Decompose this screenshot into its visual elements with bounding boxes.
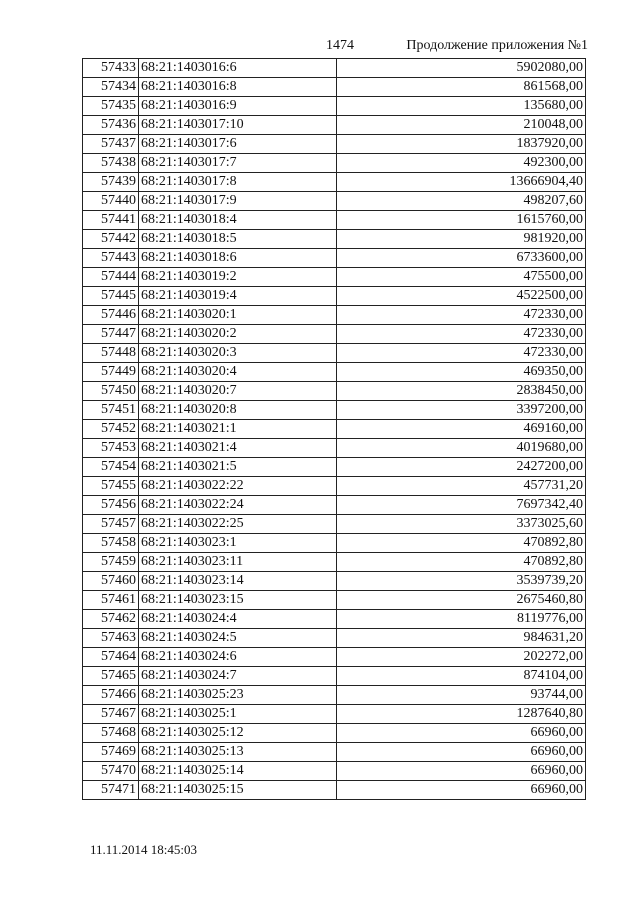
- table-row: [83, 553, 586, 572]
- row-number: 57455: [83, 477, 139, 496]
- table-row: [83, 135, 586, 154]
- table-row: [83, 762, 586, 781]
- cadastral-value: 3373025,60: [337, 515, 586, 534]
- cadastral-value: 874104,00: [337, 667, 586, 686]
- row-number: 57442: [83, 230, 139, 249]
- row-number: 57467: [83, 705, 139, 724]
- cadastral-number: 68:21:1403024:4: [139, 610, 337, 629]
- table-row: [83, 363, 586, 382]
- cadastral-value: 1287640,80: [337, 705, 586, 724]
- cadastral-number: 68:21:1403022:22: [139, 477, 337, 496]
- row-number: 57449: [83, 363, 139, 382]
- cadastral-value: 13666904,40: [337, 173, 586, 192]
- cadastral-value: 2838450,00: [337, 382, 586, 401]
- cadastral-value: 457731,20: [337, 477, 586, 496]
- cadastral-value: 2675460,80: [337, 591, 586, 610]
- row-number: 57446: [83, 306, 139, 325]
- cadastral-value: 1837920,00: [337, 135, 586, 154]
- cadastral-value: 66960,00: [337, 743, 586, 762]
- table-row: [83, 420, 586, 439]
- cadastral-number: 68:21:1403021:1: [139, 420, 337, 439]
- table-row: [83, 230, 586, 249]
- row-number: 57469: [83, 743, 139, 762]
- cadastral-number: 68:21:1403025:15: [139, 781, 337, 800]
- row-number: 57445: [83, 287, 139, 306]
- cadastral-value: 3539739,20: [337, 572, 586, 591]
- cadastral-number: 68:21:1403016:9: [139, 97, 337, 116]
- cadastral-value: 5902080,00: [337, 59, 586, 78]
- row-number: 57461: [83, 591, 139, 610]
- row-number: 57436: [83, 116, 139, 135]
- cadastral-value: 861568,00: [337, 78, 586, 97]
- cadastral-value: 472330,00: [337, 306, 586, 325]
- cadastral-value: 498207,60: [337, 192, 586, 211]
- row-number: 57463: [83, 629, 139, 648]
- page-number: 1474: [326, 38, 354, 53]
- table-row: [83, 116, 586, 135]
- table-row: [83, 743, 586, 762]
- table-row: [83, 154, 586, 173]
- row-number: 57452: [83, 420, 139, 439]
- table-row: [83, 591, 586, 610]
- cadastral-value: 492300,00: [337, 154, 586, 173]
- table-row: [83, 249, 586, 268]
- row-number: 57456: [83, 496, 139, 515]
- cadastral-number: 68:21:1403021:5: [139, 458, 337, 477]
- table-row: [83, 629, 586, 648]
- cadastral-value: 3397200,00: [337, 401, 586, 420]
- print-timestamp: 11.11.2014 18:45:03: [90, 842, 198, 857]
- cadastral-number: 68:21:1403022:24: [139, 496, 337, 515]
- row-number: 57451: [83, 401, 139, 420]
- cadastral-value: 66960,00: [337, 762, 586, 781]
- table-row: [83, 496, 586, 515]
- row-number: 57441: [83, 211, 139, 230]
- cadastral-number: 68:21:1403024:7: [139, 667, 337, 686]
- row-number: 57440: [83, 192, 139, 211]
- cadastral-number: 68:21:1403017:8: [139, 173, 337, 192]
- table-row: [83, 477, 586, 496]
- table-row: [83, 306, 586, 325]
- row-number: 57462: [83, 610, 139, 629]
- cadastral-number: 68:21:1403017:10: [139, 116, 337, 135]
- row-number: 57464: [83, 648, 139, 667]
- cadastral-value: 984631,20: [337, 629, 586, 648]
- cadastral-number: 68:21:1403024:6: [139, 648, 337, 667]
- table-row: [83, 705, 586, 724]
- table-row: [83, 667, 586, 686]
- table-row: [83, 458, 586, 477]
- table-row: [83, 325, 586, 344]
- row-number: 57439: [83, 173, 139, 192]
- cadastral-number: 68:21:1403017:7: [139, 154, 337, 173]
- row-number: 57434: [83, 78, 139, 97]
- row-number: 57447: [83, 325, 139, 344]
- cadastral-number: 68:21:1403023:14: [139, 572, 337, 591]
- row-number: 57435: [83, 97, 139, 116]
- table-row: [83, 686, 586, 705]
- table-row: [83, 268, 586, 287]
- row-number: 57457: [83, 515, 139, 534]
- row-number: 57437: [83, 135, 139, 154]
- cadastral-value: 93744,00: [337, 686, 586, 705]
- row-number: 57471: [83, 781, 139, 800]
- cadastral-value: 135680,00: [337, 97, 586, 116]
- table-row: [83, 211, 586, 230]
- cadastral-number: 68:21:1403025:14: [139, 762, 337, 781]
- cadastral-number: 68:21:1403023:11: [139, 553, 337, 572]
- cadastral-value: 210048,00: [337, 116, 586, 135]
- cadastral-number: 68:21:1403022:25: [139, 515, 337, 534]
- table-row: [83, 724, 586, 743]
- cadastral-number: 68:21:1403024:5: [139, 629, 337, 648]
- row-number: 57438: [83, 154, 139, 173]
- cadastral-value-table: [82, 58, 586, 800]
- cadastral-number: 68:21:1403020:4: [139, 363, 337, 382]
- cadastral-number: 68:21:1403025:12: [139, 724, 337, 743]
- cadastral-number: 68:21:1403019:4: [139, 287, 337, 306]
- cadastral-number: 68:21:1403018:5: [139, 230, 337, 249]
- cadastral-number: 68:21:1403016:8: [139, 78, 337, 97]
- cadastral-number: 68:21:1403025:1: [139, 705, 337, 724]
- row-number: 57448: [83, 344, 139, 363]
- row-number: 57454: [83, 458, 139, 477]
- cadastral-number: 68:21:1403020:7: [139, 382, 337, 401]
- table-row: [83, 97, 586, 116]
- cadastral-value: 470892,80: [337, 553, 586, 572]
- cadastral-value: 475500,00: [337, 268, 586, 287]
- table-row: [83, 572, 586, 591]
- table-row: [83, 515, 586, 534]
- cadastral-number: 68:21:1403018:6: [139, 249, 337, 268]
- row-number: 57433: [83, 59, 139, 78]
- cadastral-value: 66960,00: [337, 781, 586, 800]
- row-number: 57443: [83, 249, 139, 268]
- row-number: 57444: [83, 268, 139, 287]
- cadastral-value: 2427200,00: [337, 458, 586, 477]
- table-row: [83, 173, 586, 192]
- row-number: 57465: [83, 667, 139, 686]
- cadastral-number: 68:21:1403023:15: [139, 591, 337, 610]
- cadastral-value: 1615760,00: [337, 211, 586, 230]
- table-row: [83, 610, 586, 629]
- page-caption: Продолжение приложения №1: [406, 38, 588, 53]
- table-row: [83, 59, 586, 78]
- table-body: [83, 59, 586, 800]
- cadastral-value: 4019680,00: [337, 439, 586, 458]
- cadastral-number: 68:21:1403020:2: [139, 325, 337, 344]
- table-row: [83, 78, 586, 97]
- cadastral-number: 68:21:1403019:2: [139, 268, 337, 287]
- table-row: [83, 287, 586, 306]
- cadastral-value: 472330,00: [337, 325, 586, 344]
- cadastral-value: 472330,00: [337, 344, 586, 363]
- cadastral-value: 981920,00: [337, 230, 586, 249]
- table-row: [83, 192, 586, 211]
- cadastral-value: 6733600,00: [337, 249, 586, 268]
- cadastral-value: 469160,00: [337, 420, 586, 439]
- row-number: 57470: [83, 762, 139, 781]
- cadastral-number: 68:21:1403017:9: [139, 192, 337, 211]
- row-number: 57459: [83, 553, 139, 572]
- cadastral-value: 8119776,00: [337, 610, 586, 629]
- cadastral-number: 68:21:1403017:6: [139, 135, 337, 154]
- table-row: [83, 344, 586, 363]
- row-number: 57453: [83, 439, 139, 458]
- table-row: [83, 382, 586, 401]
- row-number: 57450: [83, 382, 139, 401]
- cadastral-value: 470892,80: [337, 534, 586, 553]
- row-number: 57468: [83, 724, 139, 743]
- cadastral-value: 469350,00: [337, 363, 586, 382]
- cadastral-value: 202272,00: [337, 648, 586, 667]
- cadastral-number: 68:21:1403020:8: [139, 401, 337, 420]
- cadastral-value: 66960,00: [337, 724, 586, 743]
- row-number: 57458: [83, 534, 139, 553]
- cadastral-number: 68:21:1403023:1: [139, 534, 337, 553]
- cadastral-number: 68:21:1403025:23: [139, 686, 337, 705]
- cadastral-number: 68:21:1403020:1: [139, 306, 337, 325]
- cadastral-number: 68:21:1403021:4: [139, 439, 337, 458]
- cadastral-number: 68:21:1403025:13: [139, 743, 337, 762]
- row-number: 57460: [83, 572, 139, 591]
- table-row: [83, 781, 586, 800]
- cadastral-value: 4522500,00: [337, 287, 586, 306]
- table-row: [83, 648, 586, 667]
- cadastral-number: 68:21:1403016:6: [139, 59, 337, 78]
- row-number: 57466: [83, 686, 139, 705]
- cadastral-number: 68:21:1403018:4: [139, 211, 337, 230]
- cadastral-value: 7697342,40: [337, 496, 586, 515]
- table-row: [83, 401, 586, 420]
- table-row: [83, 534, 586, 553]
- cadastral-number: 68:21:1403020:3: [139, 344, 337, 363]
- table-row: [83, 439, 586, 458]
